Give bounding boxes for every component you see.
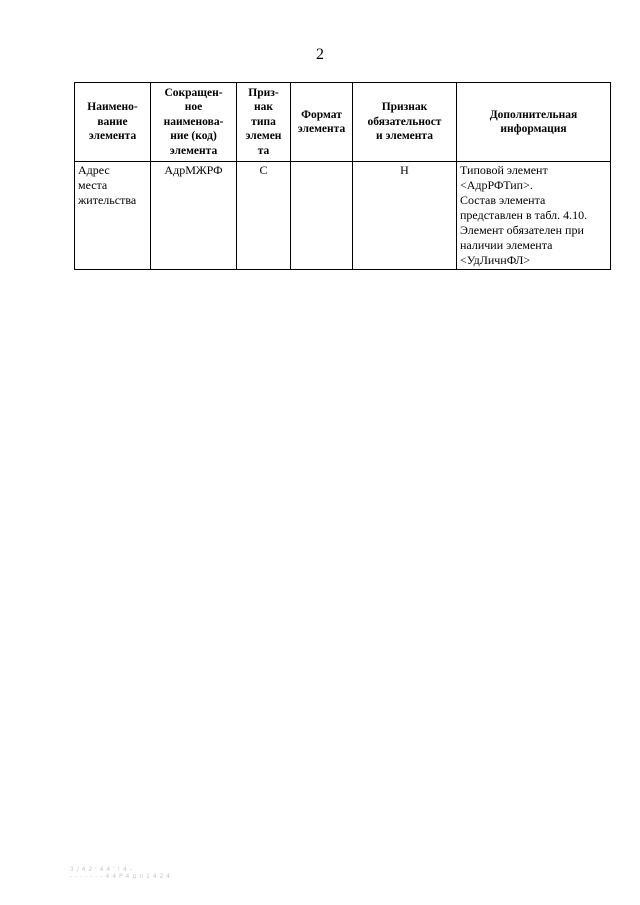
cell-element-code: АдрМЖРФ [151, 162, 237, 270]
header-element-required: Признак обязательност и элемента [353, 83, 457, 162]
cell-element-required: Н [353, 162, 457, 270]
table-header-row [75, 83, 611, 162]
cell-element-format [291, 162, 353, 270]
cell-additional-info: Типовой элемент <АдрРФТип>. Состав элемента представлен в табл. 4.10. Элемент обязателен при наличии элемента <УдЛичнФЛ> [457, 162, 611, 270]
header-element-code: Сокращен- ное наименова- ние (код) элемента [151, 83, 237, 162]
page-number: 2 [316, 46, 324, 63]
header-element-type: Приз- нак типа элемен та [237, 83, 291, 162]
cell-element-name: Адрес места жительства [75, 162, 151, 270]
footer-mark-line-1: 3 / 4 2 ' 4 4 ' ! 4 - [70, 866, 133, 873]
element-spec-table [74, 82, 611, 270]
header-element-name: Наимено- вание элемента [75, 83, 151, 162]
header-additional-info: Дополнительная информация [457, 83, 611, 162]
header-element-format: Формат элемента [291, 83, 353, 162]
footer-mark [70, 866, 171, 880]
footer-mark-line-2: - - - - - - - 4 4 Р 4 д л 1 4 2 4 [70, 873, 171, 880]
table-row [75, 162, 611, 270]
cell-element-type: С [237, 162, 291, 270]
